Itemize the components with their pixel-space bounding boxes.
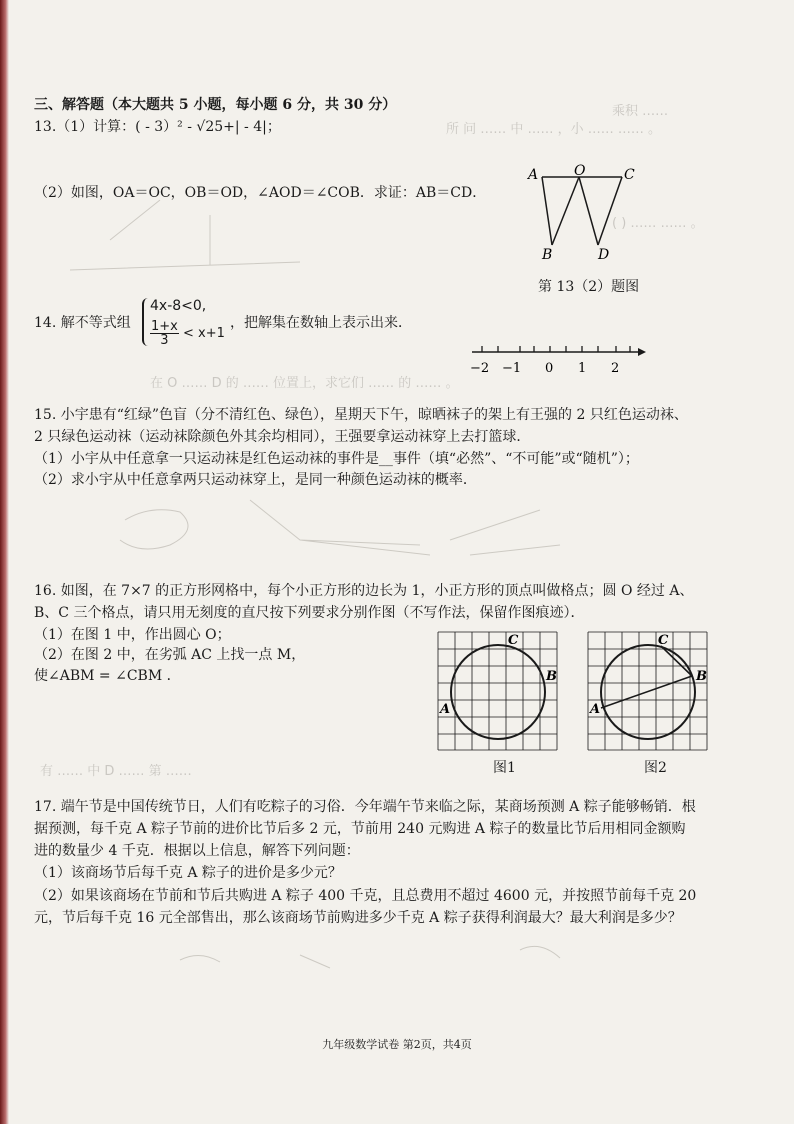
q17-line1: 17. 端午节是中国传统节日，人们有吃粽子的习俗．今年端午节来临之际，某商场预测 A 粽子能够畅销．根 bbox=[34, 799, 696, 815]
q17-line4: （1）该商场节后每千克 A 粽子的进价是多少元？ bbox=[34, 865, 342, 881]
q16-part1: （1）在图 1 中，作出圆心 O； bbox=[34, 627, 231, 643]
q15-line4: （2）求小宇从中任意拿两只运动袜穿上，是同一种颜色运动袜的概率． bbox=[34, 472, 477, 488]
q16-fig2-label-C: C bbox=[658, 633, 669, 648]
q14-number-line bbox=[468, 340, 648, 380]
q14-tick-label: 1 bbox=[578, 361, 587, 376]
q14-inequality-2-tail: < x+1 bbox=[183, 326, 225, 341]
q16-line1: 16. 如图，在 7×7 的正方形网格中，每个小正方形的边长为 1，小正方形的顶点叫做格点；圆 O 经过 A、 bbox=[34, 583, 694, 599]
q13-label-C: C bbox=[624, 167, 635, 183]
q16-fig1-label-A: A bbox=[440, 702, 451, 717]
bleed-through-text-4: 在 O …… D 的 …… 位置上，求它们 …… 的 …… 。 bbox=[150, 376, 459, 391]
q14-fraction-numerator: 1+x bbox=[151, 319, 178, 334]
q14-fraction-denominator: 3 bbox=[160, 333, 169, 348]
q15-line2: 2 只绿色运动袜（运动袜除颜色外其余均相同），王强要拿运动袜穿上去打篮球． bbox=[34, 429, 531, 445]
q16-figure-2-caption: 图2 bbox=[644, 760, 667, 776]
q13-part2: （2）如图，OA＝OC，OB＝OD，∠AOD＝∠COB．求证：AB＝CD． bbox=[34, 185, 487, 201]
bleed-through-text-2: 所 问 …… 中 …… ，小 …… …… 。 bbox=[446, 122, 662, 137]
q15-line1: 15. 小宇患有“红绿”色盲（分不清红色、绿色），星期天下午，晾晒袜子的架上有王强的 2 只红色运动袜、 bbox=[34, 407, 688, 423]
q16-part2b: 使∠ABM = ∠CBM ． bbox=[34, 668, 181, 684]
q16-figure-1-caption: 图1 bbox=[493, 760, 516, 776]
bleed-through-text-3: ( ) …… …… 。 bbox=[612, 216, 704, 231]
q14-suffix: ，把解集在数轴上表示出来． bbox=[230, 315, 412, 331]
q16-figure-1 bbox=[436, 628, 566, 754]
section-header: 三、解答题（本大题共 5 小题，每小题 6 分，共 30 分） bbox=[34, 97, 397, 113]
q14-prefix: 14. 解不等式组 bbox=[34, 315, 131, 331]
q14-inequality-1: 4x-8<0, bbox=[150, 298, 207, 314]
page-footer: 九年级数学试卷 第2页，共4页 bbox=[322, 1038, 472, 1051]
q16-part2: （2）在图 2 中，在劣弧 AC 上找一点 M， bbox=[34, 647, 306, 663]
q16-fig2-label-B: B bbox=[696, 669, 707, 684]
q13-label-D: D bbox=[598, 247, 610, 263]
q14-tick-label: −1 bbox=[502, 361, 522, 376]
q17-line2: 据预测，每千克 A 粽子节前的进价比节后多 2 元，节前用 240 元购进 A 粽子的数量比节后用相同金额购 bbox=[34, 821, 686, 837]
q16-figure-2 bbox=[586, 628, 716, 754]
bleed-through-text-5: 有 …… 中 D …… 第 …… bbox=[40, 764, 192, 779]
q14-tick-label: 0 bbox=[545, 361, 554, 376]
q13-label-B: B bbox=[542, 247, 553, 263]
q13-part1: 13.（1）计算：( - 3）² - √25+| - 4|； bbox=[34, 119, 281, 135]
q14-inequality-2 bbox=[150, 320, 225, 347]
q17-line3: 进的数量少 4 千克．根据以上信息，解答下列问题： bbox=[34, 843, 360, 859]
q17-line5: （2）如果该商场在节前和节后共购进 A 粽子 400 千克，且总费用不超过 4600 元，并按照节前每千克 20 bbox=[34, 888, 697, 904]
q13-label-A: A bbox=[528, 167, 539, 183]
q16-fig1-label-B: B bbox=[546, 669, 557, 684]
q14-tick-label: −2 bbox=[470, 361, 490, 376]
q13-figure-caption: 第 13（2）题图 bbox=[538, 279, 640, 295]
q14-tick-label: 2 bbox=[611, 361, 620, 376]
q14-fraction bbox=[150, 320, 179, 347]
bleed-through-text-1: 乘积 …… bbox=[612, 104, 669, 119]
q13-label-O: O bbox=[574, 163, 586, 179]
q16-fig1-label-C: C bbox=[508, 633, 519, 648]
q13-figure bbox=[526, 165, 646, 265]
q16-line2: B、C 三个格点，请只用无刻度的直尺按下列要求分别作图（不写作法，保留作图痕迹）． bbox=[34, 605, 585, 621]
q15-line3: （1）小宇从中任意拿一只运动袜是红色运动袜的事件是__事件（填“必然”、“不可能”或“随机”）； bbox=[34, 451, 639, 467]
q17-line6: 元，节后每千克 16 元全部售出，那么该商场节前购进多少千克 A 粽子获得利润最大？最大利润是多少？ bbox=[34, 910, 682, 926]
q16-fig2-label-A: A bbox=[590, 702, 601, 717]
